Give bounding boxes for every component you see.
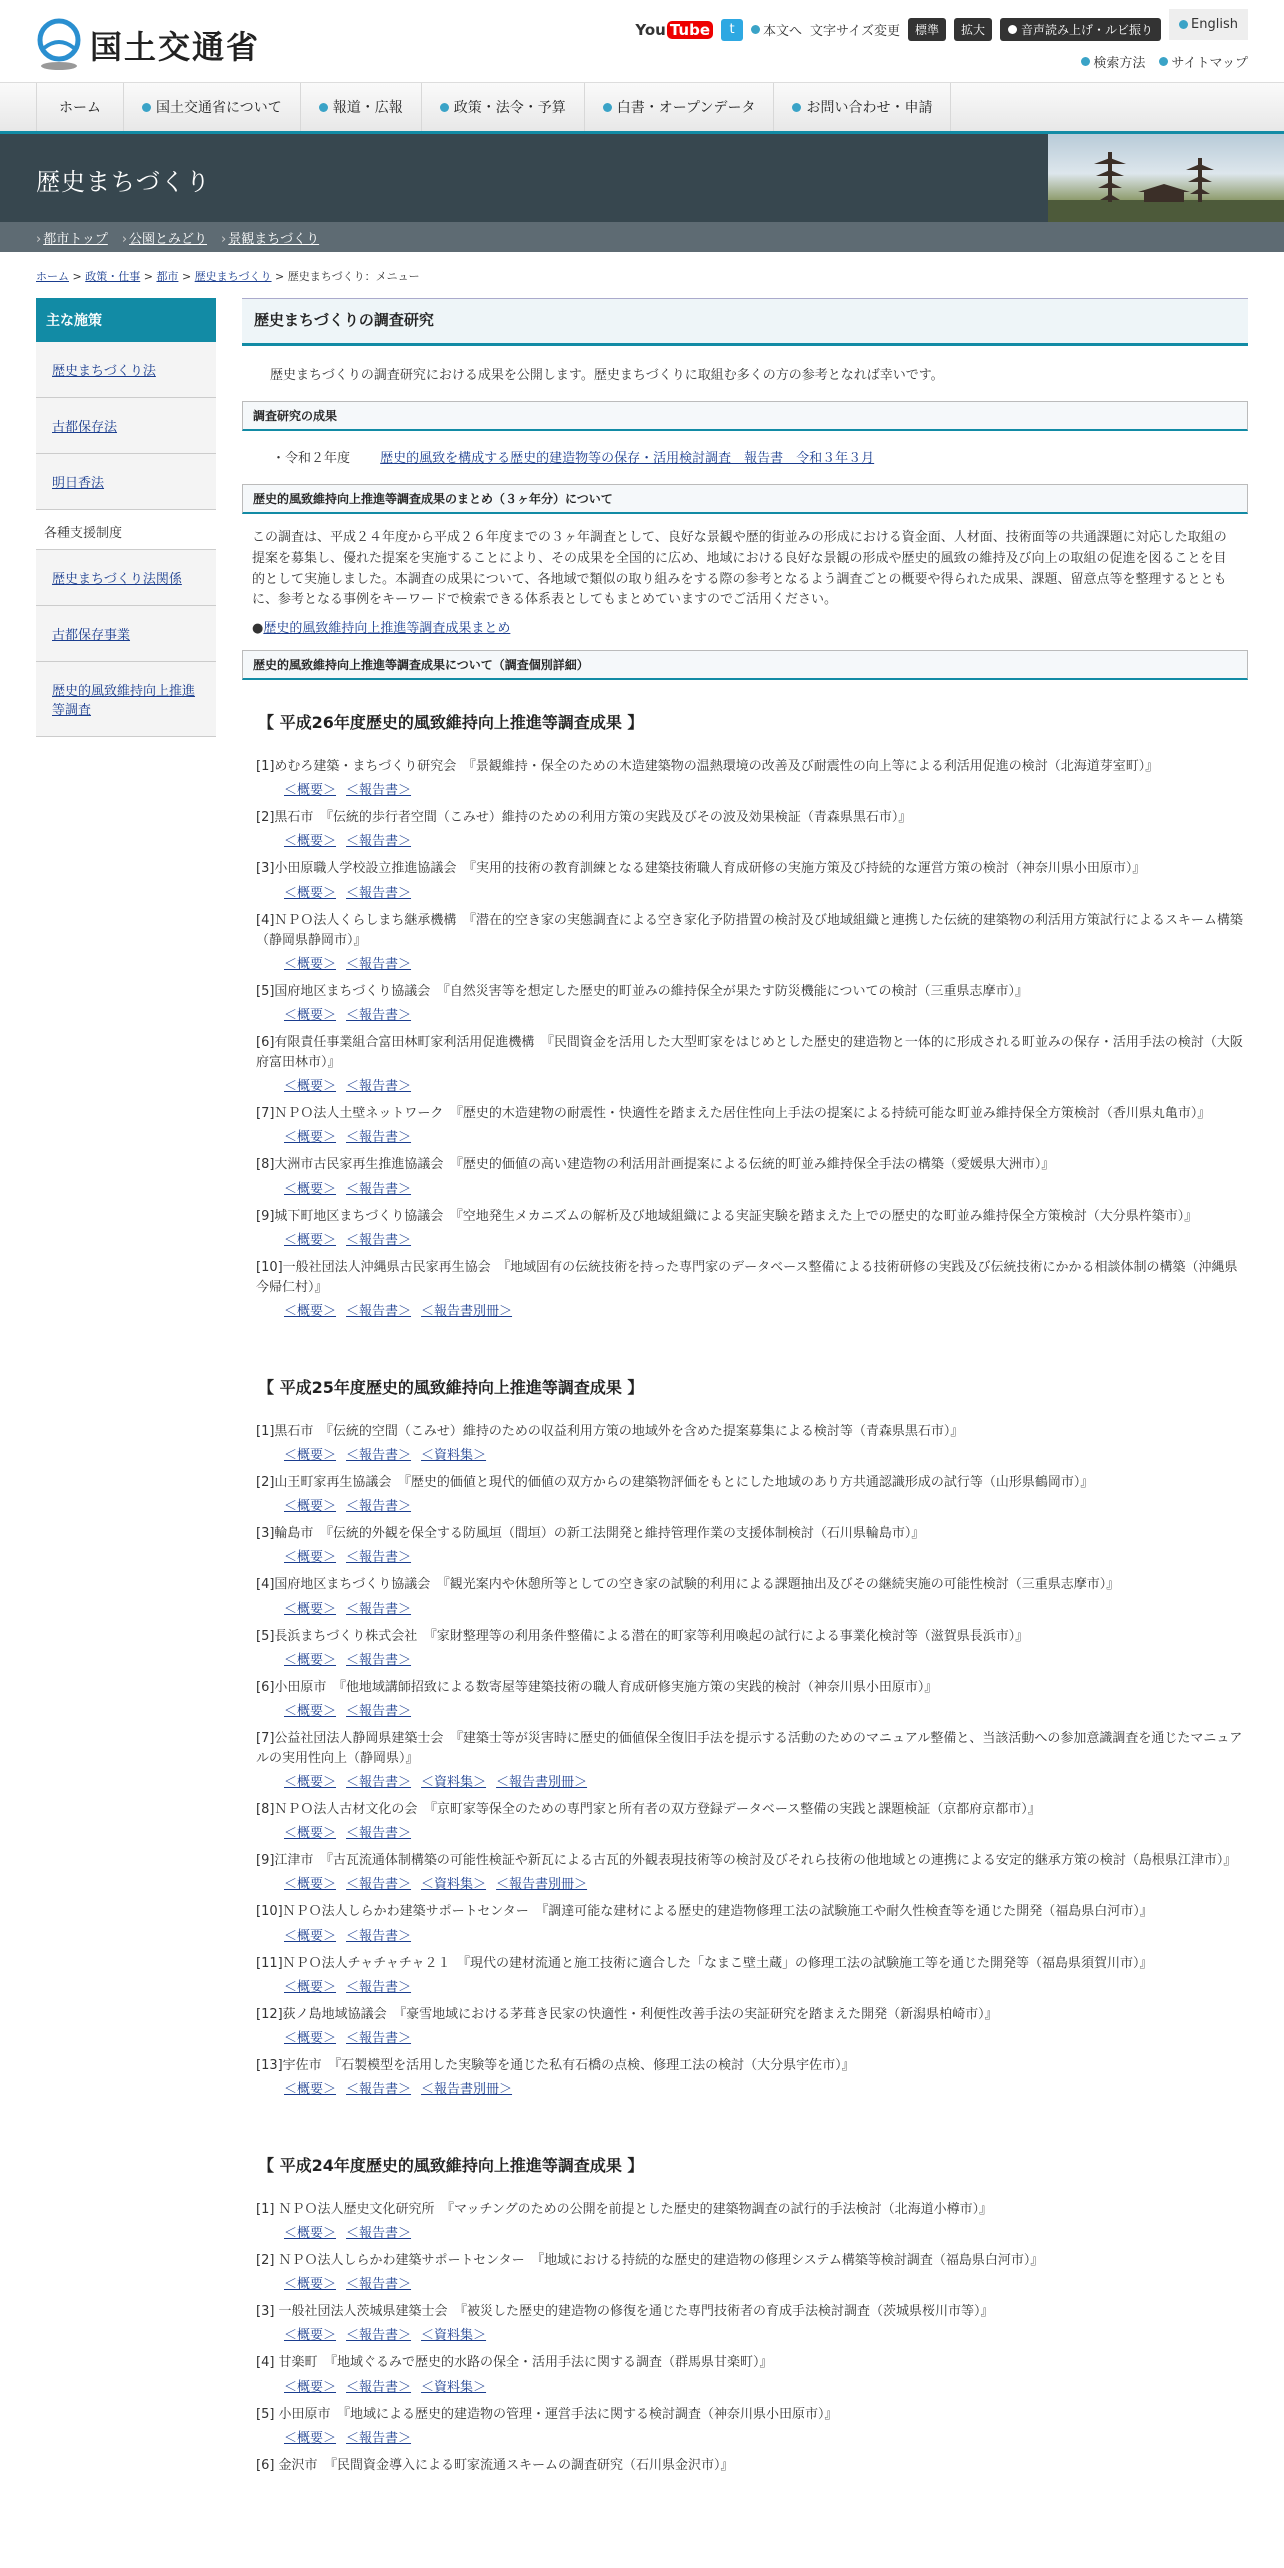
entry-link[interactable]: ＜報告書＞ [346, 1181, 412, 1197]
entry-links [242, 1647, 1248, 1668]
entry-link[interactable]: ＜報告書別冊＞ [421, 2081, 513, 2097]
font-large-button[interactable]: 拡大 [954, 18, 992, 41]
survey-entry: [10]一般社団法人沖縄県古民家再生協会 『地域固有の伝統技術を持った専門家のデータベース整備による技術研修の実践及び伝統技術にかかる相談体制の構築（沖縄県今帰仁村）』 [256, 1259, 1238, 1295]
survey-entry: [6]小田原市 『他地域講師招致による数寄屋等建築技術の職人育成研修実施方策の実践的検討（神奈川県小田原市）』 [256, 1679, 938, 1695]
entry-link[interactable]: ＜報告書＞ [346, 2226, 412, 2242]
crumb-city-top[interactable]: › 都市トップ [36, 231, 108, 247]
survey-entry: [2]黒石市 『伝統的歩行者空間（こみせ）維持のための利用方策の実践及びその波及効果検証（青森県黒石市）』 [256, 810, 912, 826]
entry-link[interactable]: ＜概要＞ [284, 2226, 337, 2242]
survey-entry: [7]ＮＰＯ法人土壁ネットワーク 『歴史的木造建物の耐震性・快適性を踏まえた居住性向上手法の提案による持続可能な町並み維持保全方策検討（香川県丸亀市）』 [256, 1106, 1211, 1122]
entry-link[interactable]: ＜概要＞ [284, 2430, 337, 2446]
survey-entry: [4]国府地区まちづくり協議会 『観光案内や休憩所等としての空き家の試験的利用による課題抽出及びその継続実施の可能性検討（三重県志摩市）』 [256, 1577, 1120, 1593]
entry-links [242, 1923, 1248, 1944]
bullet-icon [603, 103, 612, 112]
breadcrumb-policy[interactable]: 政策・仕事 [85, 270, 141, 283]
entry-link[interactable]: ＜報告書＞ [346, 2328, 412, 2344]
entry-link[interactable]: ＜概要＞ [284, 783, 337, 799]
search-help-link[interactable]: 検索方法 [1081, 52, 1145, 71]
entry-link[interactable]: ＜資料集＞ [421, 1448, 487, 1464]
survey-entry: [2] ＮＰＯ法人しらかわ建築サポートセンター 『地域における持続的な歴史的建造物の修理システム構築等検討調査（福島県白河市）』 [256, 2253, 1044, 2269]
entry-link[interactable]: ＜概要＞ [284, 1703, 337, 1719]
entry-link[interactable]: ＜報告書＞ [346, 1979, 412, 1995]
font-standard-button[interactable]: 標準 [908, 18, 946, 41]
entry-link[interactable]: ＜報告書＞ [346, 956, 412, 972]
entry-links [242, 880, 1248, 901]
survey-entry: [8]大洲市古民家再生推進協議会 『歴史的価値の高い建造物の利活用計画提案による伝統的町並み維持保全手法の構築（愛媛県大洲市）』 [256, 1157, 1055, 1173]
voice-reading-button[interactable]: 音声読み上げ・ルビ振り [1000, 18, 1161, 41]
year-heading: 【 平成25年度歴史的風致維持向上推進等調査成果 】 [258, 1378, 644, 1398]
bullet-icon [1081, 57, 1090, 66]
site-header [0, 0, 1284, 80]
entry-link[interactable]: ＜報告書別冊＞ [496, 1877, 588, 1893]
english-link[interactable]: English [1169, 9, 1248, 40]
nav-press[interactable]: 報道・広報 [301, 83, 422, 131]
entry-links [242, 951, 1248, 972]
pagoda-photo [1048, 134, 1284, 222]
survey-entry: [13]宇佐市 『石製模型を活用した実験等を通じた私有石橋の点検、修理工法の検討（大分県宇佐市）』 [256, 2057, 855, 2073]
entry-link[interactable]: ＜報告書＞ [346, 834, 412, 850]
sidebar-heading: 主な施策 [36, 298, 216, 342]
survey-entry: [2]山王町家再生協議会 『歴史的価値と現代的価値の双方からの建築物評価をもとにした地域のあり方共通認識形成の試行等（山形県鶴岡市）』 [256, 1475, 1094, 1491]
entry-link[interactable]: ＜概要＞ [284, 1877, 337, 1893]
survey-entry: [1] ＮＰＯ法人歴史文化研究所 『マッチングのための公開を前提とした歴史的建築物調査の試行的手法検討（北海道小樽市）』 [256, 2201, 993, 2217]
entry-links [242, 1871, 1248, 1892]
entry-link[interactable]: ＜報告書＞ [346, 1079, 412, 1095]
youtube-icon[interactable]: You Tube [635, 21, 713, 39]
entry-link[interactable]: ＜概要＞ [284, 1181, 337, 1197]
entry-link[interactable]: ＜概要＞ [284, 1499, 337, 1515]
entry-links [242, 1820, 1248, 1841]
skip-to-content-link[interactable]: 本文へ [751, 20, 802, 39]
entry-link[interactable]: ＜報告書＞ [346, 783, 412, 799]
entry-link[interactable]: ＜報告書＞ [346, 1448, 412, 1464]
entry-links [242, 1227, 1248, 1248]
survey-entry: [12]荻ノ島地域協議会 『豪雪地域における茅葺き民家の快適性・利便性改善手法の実証研究を踏まえた開発（新潟県柏崎市）』 [256, 2006, 998, 2022]
survey-entry: [3]小田原職人学校設立推進協議会 『実用的技術の教育訓練となる建築技術職人育成研修の実施方策及び持続的な運営方策の検討（神奈川県小田原市）』 [256, 861, 1146, 877]
utility-bar [635, 18, 1248, 41]
breadcrumb-history[interactable]: 歴史まちづくり [194, 270, 272, 283]
entry-links [242, 1002, 1248, 1023]
entry-links [242, 2076, 1248, 2097]
entry-links [242, 1442, 1248, 1463]
survey-entry: [5]国府地区まちづくり協議会 『自然災害等を想定した歴史的町並みの維持保全が果たす防災機能についての検討（三重県志摩市）』 [256, 983, 1029, 999]
sidebar-group-support: 各種支援制度 [36, 510, 216, 550]
section-heading-results: 調査研究の成果 [242, 401, 1248, 431]
entry-link[interactable]: ＜概要＞ [284, 2379, 337, 2395]
entry-link[interactable]: ＜概要＞ [284, 1601, 337, 1617]
sidebar-item-koto-project[interactable]: 古都保存事業 [36, 606, 216, 662]
entry-link[interactable]: ＜概要＞ [284, 2081, 337, 2097]
font-size-label: 文字サイズ変更 [810, 24, 900, 39]
sitemap-link[interactable]: サイトマップ [1159, 52, 1248, 71]
entry-links [242, 1493, 1248, 1514]
crumb-landscape[interactable]: › 景観まちづくり [221, 231, 320, 247]
section-crumbs [0, 222, 1284, 252]
mlit-logo[interactable] [36, 18, 260, 72]
entry-link[interactable]: ＜報告書＞ [346, 1232, 412, 1248]
entry-link[interactable]: ＜報告書＞ [346, 2030, 412, 2046]
entry-link[interactable]: ＜報告書＞ [346, 1550, 412, 1566]
logo-text: 国土交通省 [90, 28, 261, 66]
year-list [242, 680, 1248, 2476]
sidebar [36, 298, 216, 737]
entry-links [242, 777, 1248, 798]
entry-link[interactable]: ＜報告書＞ [346, 1877, 412, 1893]
intro-text: 歴史まちづくりの調査研究における成果を公開します。歴史まちづくりに取組む多くの方の参考となれば幸いです。 [270, 368, 944, 383]
title-band [0, 134, 1284, 222]
entry-link[interactable]: ＜報告書＞ [346, 1928, 412, 1944]
global-nav [0, 82, 1284, 135]
entry-link[interactable]: ＜資料集＞ [421, 2328, 487, 2344]
entry-links [242, 2374, 1248, 2395]
page-title: 歴史まちづくり [36, 168, 211, 196]
entry-link[interactable]: ＜資料集＞ [421, 1775, 487, 1791]
entry-link[interactable]: ＜概要＞ [284, 1448, 337, 1464]
entry-link[interactable]: ＜報告書別冊＞ [421, 1304, 513, 1320]
survey-entry: [5] 小田原市 『地域による歴史的建造物の管理・運営手法に関する検討調査（神奈川県小田原市）』 [256, 2406, 838, 2422]
nav-policy[interactable]: 政策・法令・予算 [422, 83, 585, 131]
entry-link[interactable]: ＜概要＞ [284, 1652, 337, 1668]
nav-contact[interactable]: お問い合わせ・申請 [774, 83, 951, 131]
entry-links [242, 1698, 1248, 1719]
nav-whitepaper[interactable]: 白書・オープンデータ [585, 83, 775, 131]
speaker-icon [1008, 25, 1017, 34]
bullet-icon [1179, 20, 1188, 29]
summary-link[interactable]: 歴史的風致維持向上推進等調査成果まとめ [263, 621, 511, 637]
entry-link[interactable]: ＜報告書＞ [346, 1703, 412, 1719]
survey-entry: [8]ＮＰＯ法人古材文化の会 『京町家等保全のための専門家と所有者の双方登録データベース整備の実践と課題検証（京都府京都市）』 [256, 1802, 1041, 1818]
survey-entry: [9]江津市 『古瓦流通体制構築の可能性検証や新瓦による古瓦的外観表現技術等の検討及びそれら技術の他地域との連携による安定的継承方策の検討（島根県江津市）』 [256, 1853, 1237, 1869]
entry-link[interactable]: ＜概要＞ [284, 1304, 337, 1320]
breadcrumb-city[interactable]: 都市 [156, 270, 179, 283]
sidebar-item-survey[interactable]: 歴史的風致維持向上推進等調査 [36, 662, 216, 737]
entry-link[interactable]: ＜報告書＞ [346, 2277, 412, 2293]
entry-link[interactable]: ＜概要＞ [284, 2328, 337, 2344]
sidebar-item-koto[interactable]: 古都保存法 [36, 398, 216, 454]
reiwa-row: ・令和２年度 歴史的風致を構成する歴史的建造物等の保存・活用検討調査 報告書 令和３年３月 [272, 451, 875, 466]
entry-link[interactable]: ＜概要＞ [284, 2277, 337, 2293]
entry-links [242, 1073, 1248, 1094]
entry-link[interactable]: ＜概要＞ [284, 1928, 337, 1944]
entry-link[interactable]: ＜報告書＞ [346, 1304, 412, 1320]
breadcrumb-home[interactable]: ホーム [36, 270, 69, 283]
breadcrumb: ホーム > 政策・仕事 > 都市 > 歴史まちづくり > 歴史まちづくり：メニュー [36, 270, 420, 283]
year-heading: 【 平成26年度歴史的風致維持向上推進等調査成果 】 [258, 713, 644, 733]
entry-links [242, 1176, 1248, 1197]
section-heading-details: 歴史的風致維持向上推進等調査成果について（調査個別詳細） [242, 650, 1248, 680]
nav-home[interactable]: ホーム [36, 83, 124, 131]
entry-links [242, 2220, 1248, 2241]
entry-links [242, 2025, 1248, 2046]
entry-links [242, 2322, 1248, 2343]
bullet-icon [1159, 57, 1168, 66]
entry-link[interactable]: ＜概要＞ [284, 1550, 337, 1566]
entry-link[interactable]: ＜報告書＞ [346, 1499, 412, 1515]
entry-link[interactable]: ＜概要＞ [284, 834, 337, 850]
survey-entry: [1]めむろ建築・まちづくり研究会 『景観維持・保全のための木造建築物の温熱環境の改善及び耐震性の向上等による利活用促進の検討（北海道芽室町）』 [256, 759, 1159, 775]
survey-entry: [6]有限責任事業組合富田林町家利活用促進機構 『民間資金を活用した大型町家をはじめとした歴史的建造物と一体的に形成される町並みの保存・活用手法の検討（大阪府富田林市）』 [256, 1035, 1243, 1071]
entry-link[interactable]: ＜概要＞ [284, 1775, 337, 1791]
utility-bar-2 [1081, 52, 1248, 71]
entry-link[interactable]: ＜概要＞ [284, 885, 337, 901]
breadcrumb-current: 歴史まちづくり：メニュー [287, 270, 420, 283]
entry-link[interactable]: ＜概要＞ [284, 1826, 337, 1842]
bullet-icon [142, 103, 151, 112]
main-content [242, 298, 1248, 2476]
entry-link[interactable]: ＜報告書＞ [346, 2379, 412, 2395]
entry-link[interactable]: ＜概要＞ [284, 1008, 337, 1024]
survey-entry: [7]公益社団法人静岡県建築士会 『建築士等が災害時に歴史的価値保全復旧手法を提示する活動のためのマニュアル整備と、当該活動への参加意識調査を通じたマニュアルの実用性向上（静岡県）』 [256, 1730, 1243, 1766]
entry-links [242, 1124, 1248, 1145]
twitter-icon[interactable]: t [721, 19, 743, 41]
survey-entry: [1]黒石市 『伝統的空間（こみせ）維持のための収益利用方策の地域外を含めた提案募集による検討等（青森県黒石市）』 [256, 1424, 964, 1440]
bullet-icon [751, 25, 760, 34]
entry-link[interactable]: ＜概要＞ [284, 956, 337, 972]
entry-links [242, 2271, 1248, 2292]
entry-link[interactable]: ＜報告書＞ [346, 1008, 412, 1024]
entry-link[interactable]: ＜資料集＞ [421, 1877, 487, 1893]
entry-link[interactable]: ＜概要＞ [284, 1232, 337, 1248]
entry-links [242, 1974, 1248, 1995]
nav-about[interactable]: 国土交通省について [124, 83, 301, 131]
entry-link[interactable]: ＜報告書＞ [346, 1601, 412, 1617]
entry-links [242, 1769, 1248, 1790]
entry-link[interactable]: ＜報告書＞ [346, 1826, 412, 1842]
entry-link[interactable]: ＜報告書＞ [346, 1775, 412, 1791]
sidebar-item-law[interactable]: 歴史まちづくり法 [36, 342, 216, 398]
entry-links [242, 828, 1248, 849]
bullet-icon [792, 103, 801, 112]
entry-links [242, 1298, 1248, 1319]
entry-link[interactable]: ＜報告書＞ [346, 2430, 412, 2446]
entry-link[interactable]: ＜報告書別冊＞ [496, 1775, 588, 1791]
entry-links [242, 1596, 1248, 1617]
entry-links [242, 2425, 1248, 2446]
bullet-icon [319, 103, 328, 112]
entry-link[interactable]: ＜報告書＞ [346, 1130, 412, 1146]
content-title: 歴史まちづくりの調査研究 [242, 298, 1248, 346]
survey-entry: [4]ＮＰＯ法人くらしまち継承機構 『潜在的空き家の実態調査による空き家化予防措置の検討及び地域組織と連携した伝統的建築物の利活用方策試行によるスキーム構築（静岡県静岡市）』 [256, 912, 1243, 948]
crumb-parks[interactable]: › 公園とみどり [121, 231, 208, 247]
entry-link[interactable]: ＜概要＞ [284, 1079, 337, 1095]
entry-link[interactable]: ＜資料集＞ [421, 2379, 487, 2395]
bullet-icon [440, 103, 449, 112]
logo-mark-icon [36, 18, 82, 72]
reiwa-report-link[interactable]: 歴史的風致を構成する歴史的建造物等の保存・活用検討調査 報告書 令和３年３月 [380, 451, 875, 466]
sidebar-item-asuka[interactable]: 明日香法 [36, 454, 216, 510]
section-heading-summary: 歴史的風致維持向上推進等調査成果のまとめ（３ヶ年分）について [242, 484, 1248, 514]
survey-entry: [9]城下町地区まちづくり協議会 『空地発生メカニズムの解析及び地域組織による実証実験を踏まえた上での歴史的な町並み維持保全方策検討（大分県杵築市）』 [256, 1208, 1198, 1224]
sidebar-item-law-related[interactable]: 歴史まちづくり法関係 [36, 550, 216, 606]
entry-links [242, 1544, 1248, 1565]
survey-entry: [3]輪島市 『伝統的外観を保全する防風垣（間垣）の新工法開発と維持管理作業の支援体制検討（石川県輪島市）』 [256, 1526, 925, 1542]
survey-entry: [4] 甘楽町 『地域ぐるみで歴史的水路の保全・活用手法に関する調査（群馬県甘楽町）』 [256, 2355, 773, 2371]
entry-link[interactable]: ＜報告書＞ [346, 885, 412, 901]
survey-entry: [10]ＮＰＯ法人しらかわ建築サポートセンター 『調達可能な建材による歴史的建造物修理工法の試験施工や耐久性検査等を通じた開発（福島県白河市）』 [256, 1904, 1153, 1920]
entry-link[interactable]: ＜報告書＞ [346, 1652, 412, 1668]
survey-entry: [6] 金沢市 『民間資金導入による町家流通スキームの調査研究（石川県金沢市）』 [256, 2457, 734, 2473]
summary-link-row: ●歴史的風致維持向上推進等調査成果まとめ [252, 621, 511, 637]
entry-link[interactable]: ＜概要＞ [284, 2030, 337, 2046]
entry-link[interactable]: ＜概要＞ [284, 1979, 337, 1995]
year-heading: 【 平成24年度歴史的風致維持向上推進等調査成果 】 [258, 2155, 644, 2175]
summary-text: この調査は、平成２４年度から平成２６年度までの３ヶ年調査として、良好な景観や歴的街並みの形成における資金面、人材面、技術面等の共通課題に対応した取組の提案を募集し、優れた提案を実施することにより、その成果を全国的に広め、地域における良好な景観の形成や歴史的風致の維持及び向上の取組の促進を図ることを目的として実施しました。本調査の成果について、各地域で類似の取り組みをする際の参考となるよう調査ごとの概要や得られた成果、課題、留意点等を整理するとともに、参考となる事例をキーワードで検索できる体系表としてもまとめていますのでご活用ください。 [252, 530, 1227, 608]
entry-link[interactable]: ＜報告書＞ [346, 2081, 412, 2097]
entry-link[interactable]: ＜概要＞ [284, 1130, 337, 1146]
survey-entry: [3] 一般社団法人茨城県建築士会 『被災した歴史的建造物の修復を通じた専門技術者の育成手法検討調査（茨城県桜川市等）』 [256, 2304, 994, 2320]
survey-entry: [11]ＮＰＯ法人チャチャチャ２１ 『現代の建材流通と施工技術に適合した「なまこ壁土蔵」の修理工法の試験施工等を通じた開発等（福島県須賀川市）』 [256, 1955, 1153, 1971]
survey-entry: [5]長浜まちづくり株式会社 『家財整理等の利用条件整備による潜在的町家等利用喚起の試行による事業化検討等（滋賀県長浜市）』 [256, 1628, 1029, 1644]
